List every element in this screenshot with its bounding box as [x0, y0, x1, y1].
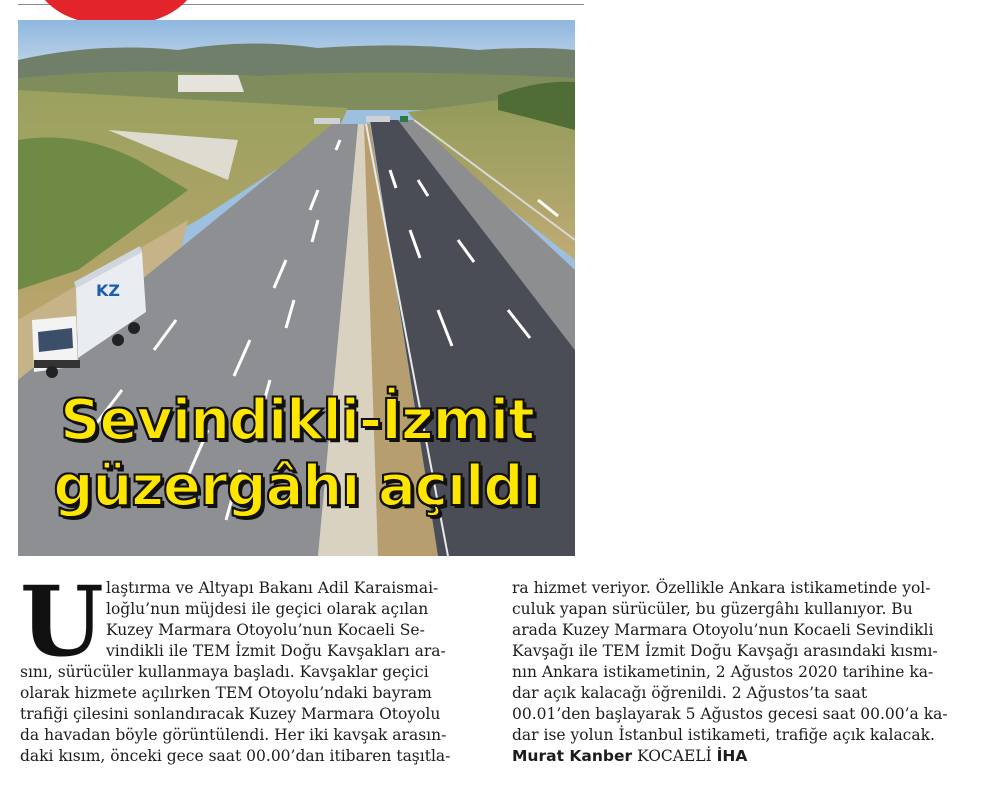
- svg-text:KZ: KZ: [96, 281, 120, 300]
- article-line: loğlu’nun müjdesi ile geçici olarak açılan: [106, 600, 429, 618]
- dropcap: U: [20, 565, 104, 678]
- byline: [512, 746, 962, 767]
- article-line: dar açık kalacağı öğrenildi. 2 Ağustos’ta saat: [512, 684, 868, 702]
- article-line: ra hizmet veriyor. Özellikle Ankara istikametinde yol-: [512, 579, 931, 597]
- headline: [22, 388, 572, 520]
- article-line: laştırma ve Altyapı Bakanı Adil Karaismai-: [106, 579, 439, 597]
- article-line: dar ise yolun İstanbul istikameti, trafiğe açık kalacak.: [512, 726, 935, 744]
- article-line: da havadan böyle görüntülendi. Her iki kavşak arasın-: [20, 726, 447, 744]
- article-line: daki kısım, önceki gece saat 00.00’dan itibaren taşıtla-: [20, 747, 451, 765]
- article-line: 00.01’den başlayarak 5 Ağustos gecesi saat 00.00’a ka-: [512, 705, 948, 723]
- article-line: nın Ankara istikametinin, 2 Ağustos 2020 tarihine ka-: [512, 663, 934, 681]
- article-line: culuk yapan sürücüler, bu güzergâhı kullanıyor. Bu: [512, 600, 913, 618]
- article-column-left: [20, 565, 476, 767]
- byline-location: KOCAELİ: [637, 747, 712, 765]
- article-line: olarak hizmete açılırken TEM Otoyolu’ndaki bayram: [20, 684, 432, 702]
- article-line: Kavşağı ile TEM İzmit Doğu Kavşağı arasındaki kısmı-: [512, 642, 938, 660]
- article-column-right: [512, 578, 962, 767]
- article-line: vindikli ile TEM İzmit Doğu Kavşakları ara-: [106, 642, 446, 660]
- article-line: Kuzey Marmara Otoyolu’nun Kocaeli Se-: [106, 621, 425, 639]
- article-line: sını, sürücüler kullanmaya başladı. Kavşaklar geçici: [20, 663, 429, 681]
- headline-line-2: güzergâhı açıldı: [53, 454, 541, 519]
- article-line: arada Kuzey Marmara Otoyolu’nun Kocaeli Sevindikli: [512, 621, 934, 639]
- article-line: trafiği çilesini sonlandıracak Kuzey Marmara Otoyolu: [20, 705, 441, 723]
- byline-agency: İHA: [716, 747, 748, 765]
- headline-line-1: Sevindikli-İzmit: [60, 388, 534, 453]
- byline-author: Murat Kanber: [512, 747, 633, 765]
